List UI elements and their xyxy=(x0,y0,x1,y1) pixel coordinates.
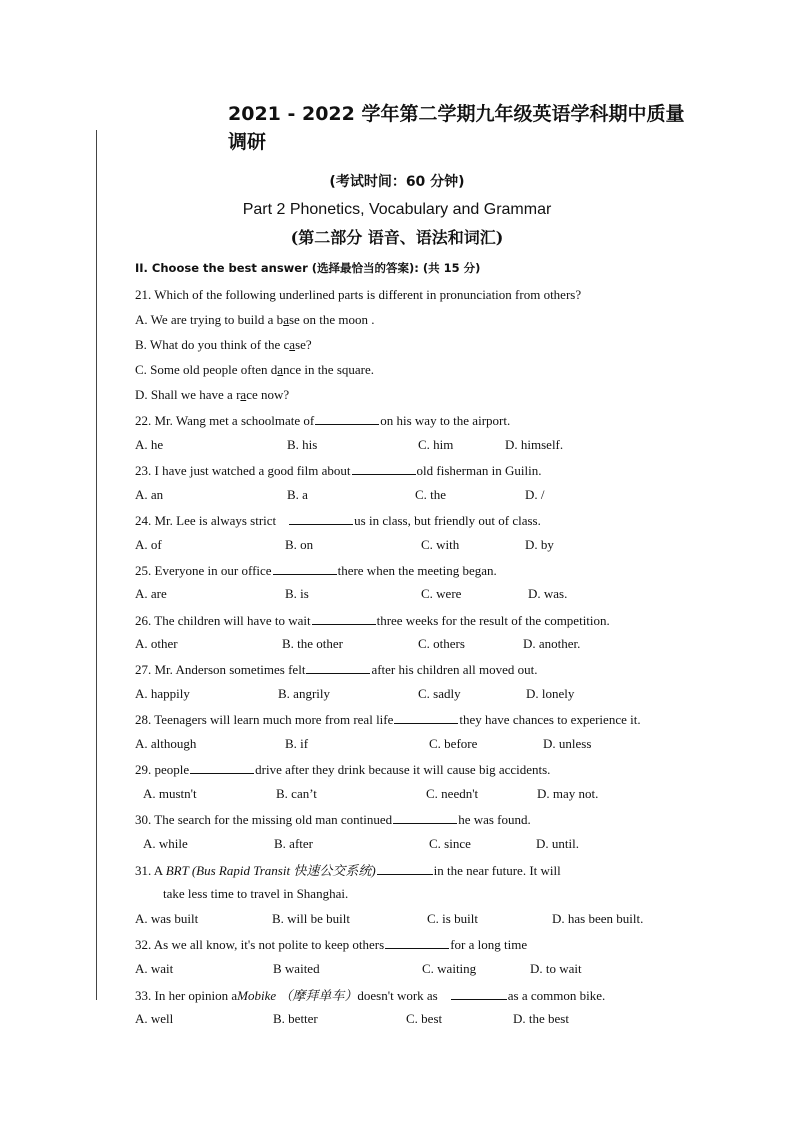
answer-blank xyxy=(377,862,433,875)
question-31-option-a: A. was built xyxy=(135,911,199,926)
question-24-stem: 24. Mr. Lee is always strict us in class, but friendly out of class. xyxy=(135,513,541,528)
question-33-option-c: C. best xyxy=(406,1011,443,1026)
question-29-option-d: D. may not. xyxy=(537,786,599,801)
question-22-option-d: D. himself. xyxy=(505,437,564,452)
question-29-option-c: C. needn't xyxy=(426,786,479,801)
question-29-option-a: A. mustn't xyxy=(143,786,197,801)
question-24-option-a: A. of xyxy=(135,537,162,552)
question-23-option-b: B. a xyxy=(287,487,308,502)
question-25-option-c: C. were xyxy=(421,586,462,601)
question-30-option-b: B. after xyxy=(274,836,313,851)
question-33-option-d: D. the best xyxy=(513,1011,569,1026)
question-23-option-a: A. an xyxy=(135,487,164,502)
answer-blank xyxy=(393,811,457,824)
question-31-stem-line-2: take less time to travel in Shanghai. xyxy=(163,886,349,901)
answer-blank xyxy=(352,462,416,475)
question-30-option-a: A. while xyxy=(143,836,188,851)
question-28-option-a: A. although xyxy=(135,736,197,751)
question-26-option-a: A. other xyxy=(135,636,178,651)
question-27-option-d: D. lonely xyxy=(526,686,575,701)
question-26-option-b: B. the other xyxy=(282,636,344,651)
title-line-2: 调研 xyxy=(228,131,267,153)
question-21-option-b: B. What do you think of the case? xyxy=(135,337,312,352)
answer-blank xyxy=(394,711,458,724)
question-25-option-a: A. are xyxy=(135,586,167,601)
question-28-option-d: D. unless xyxy=(543,736,592,751)
question-33-stem: 33. In her opinion aMobike （摩拜单车）doesn't work as as a common bike. xyxy=(135,988,606,1003)
question-29-option-b: B. can’t xyxy=(276,786,317,801)
question-32-option-c: C. waiting xyxy=(422,961,477,976)
question-29-stem: 29. people drive after they drink because it will cause big accidents. xyxy=(135,762,551,777)
question-32-option-d: D. to wait xyxy=(530,961,582,976)
answer-blank xyxy=(273,562,337,575)
question-23-stem: 23. I have just watched a good film about old fisherman in Guilin. xyxy=(135,463,542,478)
question-25-option-b: B. is xyxy=(285,586,309,601)
answer-blank xyxy=(385,936,449,949)
question-30-option-c: C. since xyxy=(429,836,471,851)
question-22-option-a: A. he xyxy=(135,437,164,452)
question-25-option-d: D. was. xyxy=(528,586,568,601)
answer-blank xyxy=(451,987,507,1000)
question-24-option-c: C. with xyxy=(421,537,460,552)
question-26-stem: 26. The children will have to wait three weeks for the result of the competition. xyxy=(135,613,610,628)
question-27-option-b: B. angrily xyxy=(278,686,330,701)
question-30-stem: 30. The search for the missing old man continued he was found. xyxy=(135,812,531,827)
question-25-stem: 25. Everyone in our office there when the meeting began. xyxy=(135,563,497,578)
exam-time: (考试时间：60 分钟) xyxy=(329,174,465,190)
question-33-option-b: B. better xyxy=(273,1011,318,1026)
question-28-option-c: C. before xyxy=(429,736,478,751)
question-28-option-b: B. if xyxy=(285,736,309,751)
question-23-option-c: C. the xyxy=(415,487,447,502)
question-23-option-d: D. / xyxy=(525,487,545,502)
part-title: Part 2 Phonetics, Vocabulary and Grammar xyxy=(242,201,552,218)
question-32-option-b: B waited xyxy=(273,961,320,976)
question-27-option-a: A. happily xyxy=(135,686,190,701)
part-subtitle: (第二部分 语音、语法和词汇) xyxy=(290,228,504,247)
question-21-option-c: C. Some old people often dance in the square. xyxy=(135,362,375,377)
question-32-option-a: A. wait xyxy=(135,961,174,976)
answer-blank xyxy=(289,512,353,525)
answer-blank xyxy=(315,412,379,425)
question-26-option-d: D. another. xyxy=(523,636,581,651)
question-21-option-d: D. Shall we have a race now? xyxy=(135,387,290,402)
question-31-stem: 31. A BRT (Bus Rapid Transit 快速公交系统) in the near future. It will xyxy=(135,863,561,878)
answer-blank xyxy=(312,612,376,625)
question-27-stem: 27. Mr. Anderson sometimes felt after his children all moved out. xyxy=(135,662,538,677)
answer-blank xyxy=(190,761,254,774)
question-22-option-c: C. him xyxy=(418,437,454,452)
title-line-1: 2021 - 2022 学年第二学期九年级英语学科期中质量 xyxy=(228,103,685,125)
question-24-option-d: D. by xyxy=(525,537,554,552)
question-21-stem: 21. Which of the following underlined parts is different in pronunciation from others? xyxy=(135,287,582,302)
section-heading: II. Choose the best answer (选择最恰当的答案): (共 15 分) xyxy=(135,261,481,275)
question-26-option-c: C. others xyxy=(418,636,465,651)
question-28-stem: 28. Teenagers will learn much more from real life they have chances to experience it. xyxy=(135,712,641,727)
question-31-option-b: B. will be built xyxy=(272,911,350,926)
question-24-option-b: B. on xyxy=(285,537,314,552)
page-title xyxy=(228,100,688,156)
question-21-option-a: A. We are trying to build a base on the moon . xyxy=(135,312,375,327)
binding-margin-line xyxy=(96,130,97,1000)
question-33-option-a: A. well xyxy=(135,1011,174,1026)
question-31-option-c: C. is built xyxy=(427,911,478,926)
question-27-option-c: C. sadly xyxy=(418,686,461,701)
question-30-option-d: D. until. xyxy=(536,836,579,851)
question-31-option-d: D. has been built. xyxy=(552,911,644,926)
question-22-stem: 22. Mr. Wang met a schoolmate of on his way to the airport. xyxy=(135,413,511,428)
question-32-stem: 32. As we all know, it's not polite to keep others for a long time xyxy=(135,937,528,952)
answer-blank xyxy=(306,661,370,674)
question-22-option-b: B. his xyxy=(287,437,318,452)
